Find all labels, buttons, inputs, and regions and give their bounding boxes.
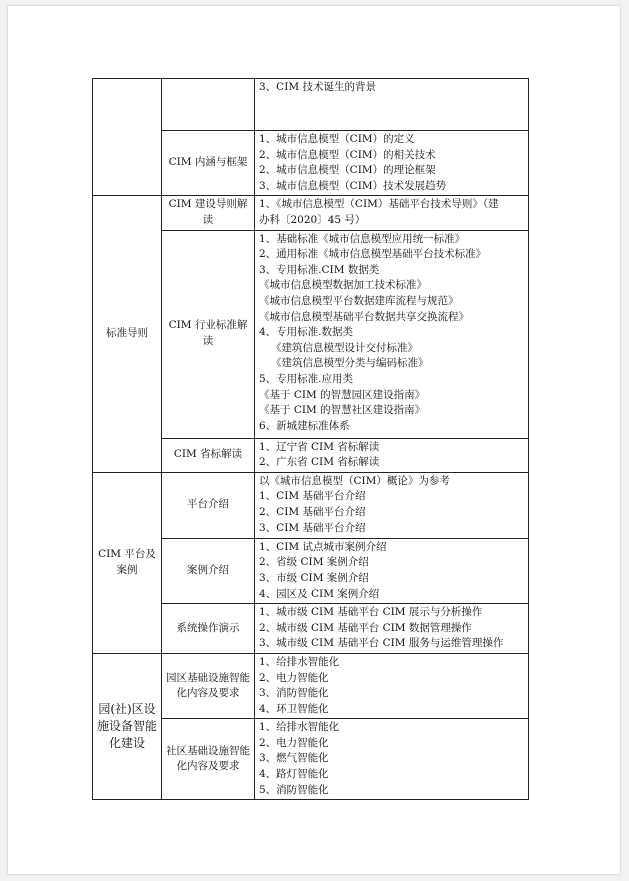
content-line: 2、城市信息模型（CIM）的相关技术 <box>259 148 436 161</box>
content-line: 2、电力智能化 <box>259 671 329 684</box>
content-line: 4、园区及 CIM 案例介绍 <box>259 587 380 600</box>
content-line: 办科〔2020〕45 号） <box>259 213 366 226</box>
content-line: 《城市信息模型基础平台数据共享交换流程》 <box>259 310 469 323</box>
content-line: 1、给排水智能化 <box>259 721 340 734</box>
content-line: 3、燃气智能化 <box>259 752 329 765</box>
table-row <box>93 196 529 230</box>
subtopic-cell <box>162 604 255 654</box>
section-cell <box>93 472 162 653</box>
subtopic-cell <box>162 230 255 438</box>
content-cell <box>255 438 529 472</box>
table-row <box>93 79 529 131</box>
subtopic-label: CIM 建设导则解读 <box>168 198 248 226</box>
subtopic-label: 平台介绍 <box>187 498 229 511</box>
content-line: 1、辽宁省 CIM 省标解读 <box>259 440 380 453</box>
content-line: 《建筑信息模型分类与编码标准》 <box>271 357 429 370</box>
content-line: 1、城市级 CIM 基础平台 CIM 展示与分析操作 <box>259 606 483 619</box>
section-label: CIM 平台及案例 <box>98 548 156 576</box>
content-cell <box>255 719 529 800</box>
subtopic-label: CIM 省标解读 <box>173 448 243 461</box>
subtopic-cell-empty <box>162 79 255 131</box>
subtopic-cell <box>162 719 255 800</box>
content-line: 4、环卫智能化 <box>259 702 329 715</box>
content-line: 4、路灯智能化 <box>259 768 329 781</box>
content-line: 5、专用标准.应用类 <box>259 372 354 385</box>
content-line: 6、新城建标准体系 <box>259 419 350 432</box>
content-cell <box>255 472 529 538</box>
content-line: 3、专用标准.CIM 数据类 <box>259 263 380 276</box>
subtopic-label: CIM 内涵与框架 <box>168 156 248 169</box>
content-cell <box>255 653 529 718</box>
document-page <box>8 6 620 874</box>
subtopic-cell <box>162 653 255 718</box>
subtopic-label: 案例介绍 <box>187 564 229 577</box>
content-line: 1、基础标准《城市信息模型应用统一标准》 <box>259 232 466 245</box>
subtopic-label: 园区基础设施智能化内容及要求 <box>166 671 250 700</box>
subtopic-cell <box>162 196 255 230</box>
subtopic-label: 社区基础设施智能化内容及要求 <box>166 744 250 773</box>
subtopic-label: 系统操作演示 <box>176 621 240 634</box>
content-line: 《建筑信息模型设计交付标准》 <box>271 341 418 354</box>
content-line: 3、消防智能化 <box>259 687 329 700</box>
subtopic-cell <box>162 538 255 603</box>
content-cell <box>255 131 529 196</box>
content-line: 2、电力智能化 <box>259 736 329 749</box>
content-line: 3、CIM 技术诞生的背景 <box>259 81 376 93</box>
content-line: 1、《城市信息模型（CIM）基础平台技术导则》（建 <box>259 198 499 211</box>
content-line: 1、CIM 试点城市案例介绍 <box>259 540 387 553</box>
course-table <box>92 78 529 800</box>
content-line: 3、市级 CIM 案例介绍 <box>259 571 369 584</box>
content-line: 《城市信息模型平台数据建库流程与规范》 <box>259 294 459 307</box>
table-row <box>93 472 529 538</box>
content-line: 1、CIM 基础平台介绍 <box>259 490 366 503</box>
content-cell <box>255 604 529 654</box>
section-cell <box>93 196 162 472</box>
content-line: 以《城市信息模型（CIM）概论》为参考 <box>259 474 450 487</box>
content-cell <box>255 196 529 230</box>
content-cell <box>255 79 529 131</box>
content-line: 1、城市信息模型（CIM）的定义 <box>259 133 415 145</box>
section-label: 标准导则 <box>106 327 148 340</box>
subtopic-cell <box>162 472 255 538</box>
content-line: 1、给排水智能化 <box>259 655 340 668</box>
subtopic-label: CIM 行业标准解读 <box>168 319 248 348</box>
subtopic-cell <box>162 131 255 196</box>
content-line: 2、省级 CIM 案例介绍 <box>259 556 369 569</box>
content-line: 3、城市信息模型（CIM）技术发展趋势 <box>259 179 447 192</box>
content-line: 2、CIM 基础平台介绍 <box>259 505 366 518</box>
content-line: 《基于 CIM 的智慧园区建设指南》 <box>259 388 426 401</box>
content-line: 《城市信息模型数据加工技术标准》 <box>259 279 427 292</box>
content-line: 2、城市级 CIM 基础平台 CIM 数据管理操作 <box>259 621 472 634</box>
table-row <box>93 653 529 718</box>
section-cell-empty <box>93 79 162 196</box>
content-cell <box>255 538 529 603</box>
content-line: 《基于 CIM 的智慧社区建设指南》 <box>259 404 426 417</box>
content-cell <box>255 230 529 438</box>
content-line: 3、CIM 基础平台介绍 <box>259 521 366 534</box>
content-line: 5、消防智能化 <box>259 783 329 796</box>
section-cell <box>93 653 162 799</box>
section-label: 园(社)区设施设备智能化建设 <box>96 702 157 751</box>
subtopic-cell <box>162 438 255 472</box>
content-line: 2、广东省 CIM 省标解读 <box>259 456 380 469</box>
content-line: 4、专用标准.数据类 <box>259 326 354 339</box>
content-line: 2、通用标准《城市信息模型基础平台技术标准》 <box>259 248 487 261</box>
content-line: 3、城市级 CIM 基础平台 CIM 服务与运维管理操作 <box>259 637 504 650</box>
content-line: 2、城市信息模型（CIM）的理论框架 <box>259 164 436 177</box>
